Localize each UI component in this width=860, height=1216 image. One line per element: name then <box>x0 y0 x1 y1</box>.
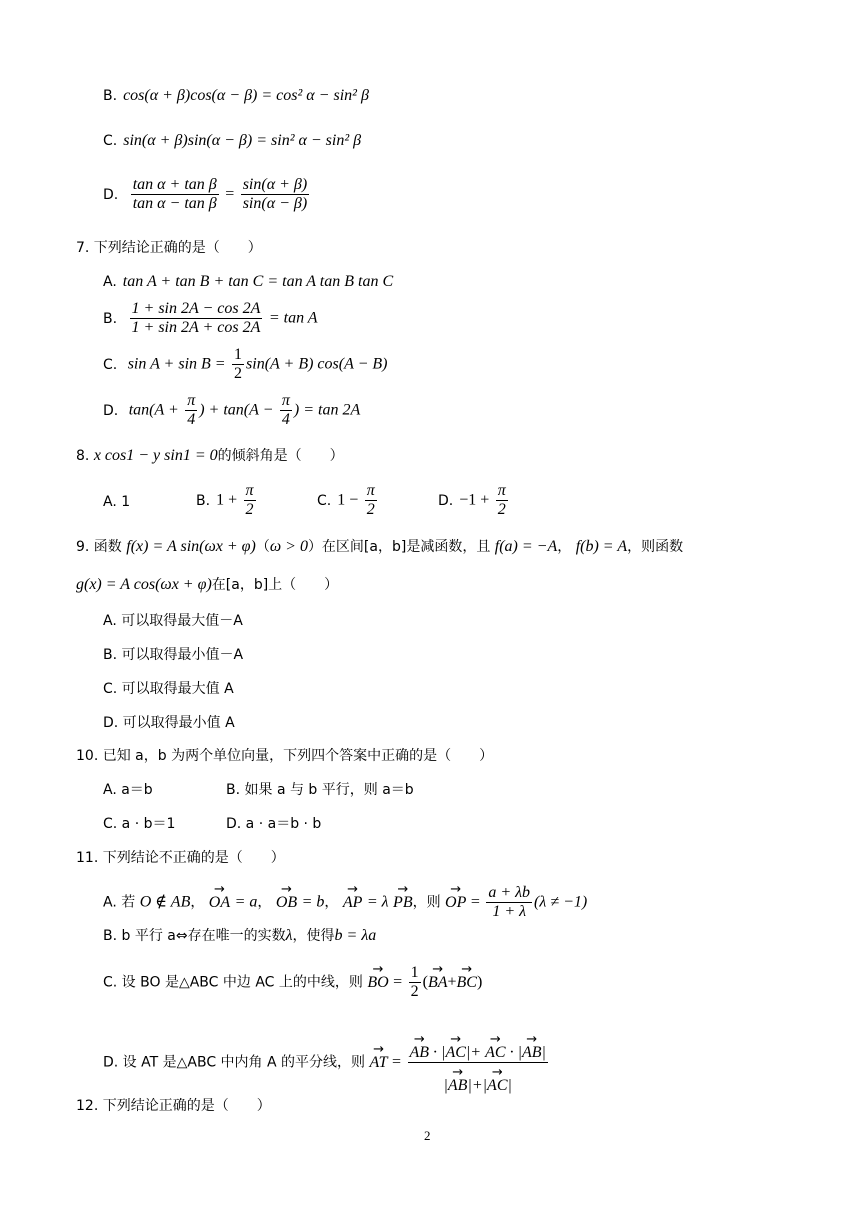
formula: f(x) = A sin(ωx + φ) <box>126 538 256 555</box>
formula: λ <box>285 927 293 944</box>
vector: → OA <box>209 893 230 913</box>
formula: 1 − <box>337 491 359 509</box>
q11-stem: 11. 下列结论不正确的是（ ） <box>76 850 285 866</box>
fraction <box>496 482 508 519</box>
separator: ， <box>324 894 339 911</box>
formula-text: |+ <box>465 1044 486 1061</box>
q7-stem: 7. 下列结论正确的是（ ） <box>76 240 262 256</box>
fraction <box>486 884 532 921</box>
stem-text: 在[a，b]上（ ） <box>211 577 339 593</box>
formula: ) + tan(A − <box>199 401 274 419</box>
numerator <box>408 1030 548 1063</box>
q11-option-a <box>103 884 587 921</box>
fraction <box>280 392 292 429</box>
fraction <box>408 1030 548 1095</box>
formula: sin(A + B) cos(A − B) <box>246 355 388 373</box>
q9-option-a: A. 可以取得最大值－A <box>103 613 243 629</box>
stem-text: 的倾斜角是（ ） <box>217 448 344 464</box>
denominator: 1 + λ <box>492 903 527 920</box>
formula: tan A + tan B + tan C = tan A tan B tan C <box>122 273 394 290</box>
fraction <box>131 176 219 213</box>
paren: ) <box>476 973 483 991</box>
fraction <box>409 964 421 1001</box>
option-text: B. b 平行 a⇔存在唯一的实数 <box>103 928 286 944</box>
q7-option-d <box>103 392 360 429</box>
option-label: D. <box>438 492 454 509</box>
formula: = tan A <box>268 309 318 327</box>
fraction <box>241 176 310 213</box>
formula: x cos1 − y sin1 = 0 <box>93 447 218 464</box>
stem-text: ）在区间[a，b]是减函数，且 <box>307 539 491 555</box>
vector: → BC <box>457 973 477 993</box>
vector: → AC <box>485 1044 505 1062</box>
denominator: 2 <box>366 501 375 518</box>
q7-option-b <box>103 300 318 337</box>
formula: (λ ≠ −1) <box>534 893 588 911</box>
formula: = a <box>234 893 258 911</box>
vector: → OB <box>276 893 297 913</box>
numerator: π <box>281 392 290 409</box>
vector: → BA <box>428 973 448 993</box>
formula: g(x) = A cos(ωx + φ) <box>76 576 212 593</box>
stem-text: ， <box>557 539 572 555</box>
denominator: 4 <box>281 411 290 428</box>
fraction <box>185 392 197 429</box>
question-number: 8. <box>76 448 90 464</box>
numerator: 1 + sin 2A − cos 2A <box>131 300 261 317</box>
formula: 1 + <box>216 491 238 509</box>
option-label: B. <box>103 88 118 104</box>
formula: f(a) = −A <box>494 538 558 555</box>
denominator: sin(α − β) <box>242 195 308 212</box>
vector: → AC <box>445 1044 465 1062</box>
paren: ( <box>422 973 428 991</box>
option-label: D. <box>103 402 119 419</box>
page-number: 2 <box>424 1128 431 1143</box>
formula-text: | <box>507 1077 512 1094</box>
formula: b = λa <box>334 927 377 944</box>
vector: → AT <box>369 1053 387 1073</box>
vector: → OP <box>445 893 466 913</box>
q8-option-a: A. 1 <box>103 494 131 510</box>
denominator: 2 <box>497 501 506 518</box>
formula: f(b) = A <box>575 538 628 555</box>
option-text: ，使得 <box>292 928 335 944</box>
numerator: π <box>366 482 375 499</box>
q11-option-d <box>103 1030 550 1095</box>
stem-text: 9. 函数 <box>76 539 122 555</box>
plus-sign: + <box>447 973 457 991</box>
stem-text: （ <box>255 539 270 555</box>
q10-option-a: A. a＝b <box>103 782 153 798</box>
fraction <box>130 300 263 337</box>
q7-option-a <box>103 272 393 292</box>
option-label: D. <box>103 186 119 203</box>
q6-option-b <box>103 86 369 106</box>
q10-option-c: C. a · b＝1 <box>103 816 176 832</box>
formula-text: | <box>541 1044 546 1061</box>
option-text: A. 若 <box>103 894 136 911</box>
vector: → AB <box>522 1044 542 1062</box>
formula: = b <box>301 893 325 911</box>
vector: → AB <box>410 1044 430 1062</box>
vector: → BO <box>367 973 388 993</box>
vector: → PB <box>393 893 413 913</box>
option-text: C. 设 BO 是△ABC 中边 AC 上的中线，则 <box>103 974 363 991</box>
denominator: 2 <box>234 365 243 382</box>
option-label: A. <box>103 274 117 290</box>
q9-option-d: D. 可以取得最小值 A <box>103 715 235 731</box>
denominator: 2 <box>410 983 419 1000</box>
formula: ) = tan 2A <box>293 401 361 419</box>
option-label: C. <box>103 133 118 149</box>
option-label: C. <box>317 492 332 509</box>
q8-option-d <box>438 482 510 519</box>
fraction <box>232 346 244 383</box>
q9-option-b: B. 可以取得最小值－A <box>103 647 244 663</box>
q8-option-b <box>196 482 258 519</box>
equals-sign: = <box>225 185 235 203</box>
q11-option-c <box>103 964 482 1001</box>
q9-option-c: C. 可以取得最大值 A <box>103 681 234 697</box>
vector: → AC <box>487 1077 507 1095</box>
q7-option-c <box>103 346 387 383</box>
formula: sin(α + β)sin(α − β) = sin² α − sin² β <box>123 132 362 149</box>
separator: ，则 <box>412 894 441 911</box>
stem-text: ，则函数 <box>627 539 684 555</box>
option-text: D. 设 AT 是△ABC 中内角 A 的平分线，则 <box>103 1054 366 1071</box>
equals-sign: = <box>470 893 480 911</box>
numerator: a + λb <box>488 884 531 901</box>
numerator: 1 <box>410 964 419 981</box>
numerator: sin(α + β) <box>242 176 308 193</box>
denominator <box>408 1063 548 1095</box>
q6-option-c <box>103 131 361 151</box>
separator: ， <box>190 894 205 911</box>
q8-option-c <box>317 482 379 519</box>
numerator: π <box>187 392 196 409</box>
numerator: tan α + tan β <box>132 176 217 193</box>
fraction <box>365 482 377 519</box>
denominator: tan α − tan β <box>132 195 217 212</box>
formula: = λ <box>366 893 389 911</box>
numerator: π <box>497 482 506 499</box>
q9-stem-line2 <box>76 575 338 595</box>
fraction <box>244 482 256 519</box>
numerator: 1 <box>234 346 243 363</box>
q10-option-d: D. a · a＝b · b <box>226 816 322 832</box>
q10-stem: 10. 已知 a，b 为两个单位向量，下列四个答案中正确的是（ ） <box>76 748 494 764</box>
formula: sin A + sin B = <box>127 355 226 373</box>
denominator: 2 <box>245 501 254 518</box>
equals-sign: = <box>392 1053 402 1071</box>
q9-stem-line1 <box>76 537 683 557</box>
option-label: B. <box>196 492 211 509</box>
option-label: B. <box>103 310 118 327</box>
vector: → AP <box>343 893 363 913</box>
formula: −1 + <box>459 491 490 509</box>
separator: ， <box>257 894 272 911</box>
denominator: 1 + sin 2A + cos 2A <box>131 319 261 336</box>
formula: tan(A + <box>128 401 179 419</box>
option-label: C. <box>103 356 118 373</box>
equals-sign: = <box>393 973 403 991</box>
formula: ω > 0 <box>269 538 308 555</box>
formula-text: · | <box>429 1044 446 1061</box>
formula: O ∉ AB <box>139 893 191 911</box>
q8-stem <box>76 446 344 466</box>
q12-stem: 12. 下列结论正确的是（ ） <box>76 1098 271 1114</box>
numerator: π <box>245 482 254 499</box>
denominator: 4 <box>187 411 196 428</box>
vector: → AB <box>448 1077 468 1095</box>
formula: cos(α + β)cos(α − β) = cos² α − sin² β <box>123 87 369 104</box>
q11-option-b <box>103 926 376 946</box>
q6-option-d <box>103 176 311 213</box>
formula-text: | <box>443 1077 448 1094</box>
formula-text: · | <box>505 1044 522 1061</box>
formula-text: |+| <box>467 1077 488 1094</box>
q10-option-b: B. 如果 a 与 b 平行，则 a＝b <box>226 782 414 798</box>
